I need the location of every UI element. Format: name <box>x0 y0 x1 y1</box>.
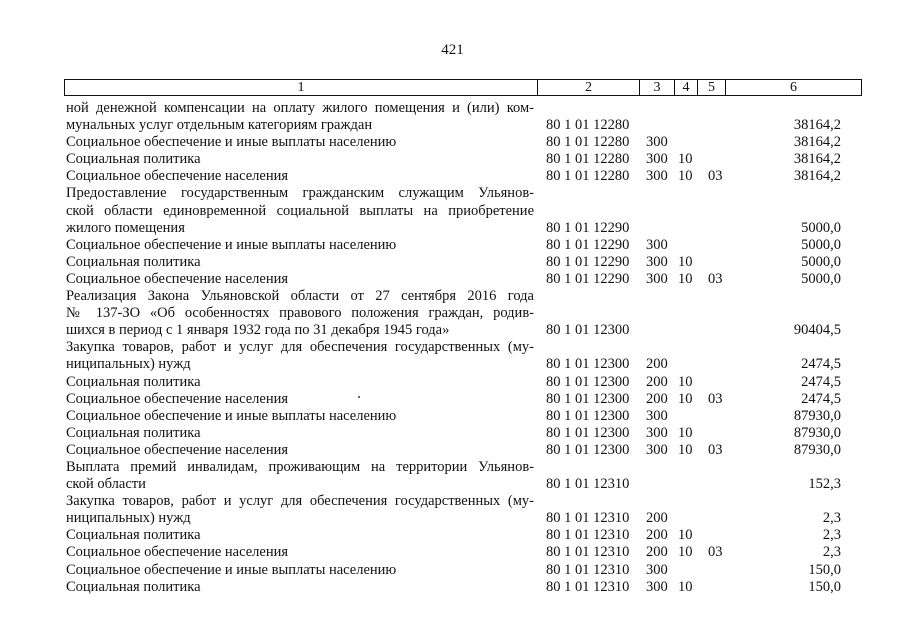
row-amount: 2474,5 <box>801 356 841 373</box>
row-amount: 38164,2 <box>793 134 841 151</box>
row-section: 10 <box>678 168 693 185</box>
row-description: ниципальных) нужд <box>66 510 191 527</box>
row-code: 80 1 01 12300 <box>546 424 630 441</box>
row-section: 10 <box>678 373 693 390</box>
row-description: Социальная политика <box>66 253 201 270</box>
header-col-5: 5 <box>697 80 725 95</box>
table-row <box>0 203 905 220</box>
row-section: 10 <box>678 253 693 270</box>
row-description: Социальная политика <box>66 373 201 390</box>
row-expense-type: 200 <box>646 356 668 373</box>
row-expense-type: 300 <box>646 253 668 270</box>
row-amount: 150,0 <box>808 578 841 595</box>
table-row <box>0 305 905 322</box>
row-code: 80 1 01 12290 <box>546 253 630 270</box>
table-row <box>0 579 905 596</box>
row-description: шихся в период с 1 января 1932 года по 31 декабря 1945 года» <box>66 322 450 339</box>
row-expense-type: 300 <box>646 151 668 168</box>
row-amount: 38164,2 <box>793 168 841 185</box>
row-section: 10 <box>678 578 693 595</box>
row-description: Социальное обеспечение населения <box>66 441 289 458</box>
table-row <box>0 117 905 134</box>
row-expense-type: 300 <box>646 578 668 595</box>
row-code: 80 1 01 12300 <box>546 390 630 407</box>
table-row <box>0 408 905 425</box>
row-expense-type: 300 <box>646 441 668 458</box>
row-description: жилого помещения <box>66 219 185 236</box>
row-subsection: 03 <box>708 441 723 458</box>
table-row <box>0 288 905 305</box>
row-description: Предоставление государственным гражданским служащим Ульянов- <box>66 185 534 202</box>
row-expense-type: 300 <box>646 134 668 151</box>
table-row <box>0 562 905 579</box>
row-section: 10 <box>678 390 693 407</box>
row-amount: 5000,0 <box>801 236 841 253</box>
row-subsection: 03 <box>708 390 723 407</box>
table-row <box>0 271 905 288</box>
row-description: Выплата премий инвалидам, проживающим на территории Ульянов- <box>66 458 534 475</box>
row-code: 80 1 01 12310 <box>546 544 630 561</box>
header-col-6: 6 <box>725 80 861 95</box>
row-code: 80 1 01 12280 <box>546 117 630 134</box>
row-section: 10 <box>678 151 693 168</box>
scan-speck <box>358 396 360 398</box>
row-subsection: 03 <box>708 544 723 561</box>
table-row <box>0 185 905 202</box>
row-section: 10 <box>678 424 693 441</box>
table-row <box>0 254 905 271</box>
row-amount: 87930,0 <box>793 407 841 424</box>
header-col-3: 3 <box>639 80 674 95</box>
row-expense-type: 200 <box>646 373 668 390</box>
table-row <box>0 391 905 408</box>
table-row <box>0 527 905 544</box>
row-code: 80 1 01 12310 <box>546 578 630 595</box>
row-description: Социальная политика <box>66 424 201 441</box>
row-amount: 2,3 <box>822 527 841 544</box>
row-code: 80 1 01 12300 <box>546 356 630 373</box>
row-expense-type: 200 <box>646 544 668 561</box>
table-row <box>0 134 905 151</box>
table-row <box>0 493 905 510</box>
row-code: 80 1 01 12280 <box>546 134 630 151</box>
table-row <box>0 374 905 391</box>
page-number: 421 <box>441 42 464 58</box>
header-col-2: 2 <box>537 80 639 95</box>
row-description: Социальное обеспечение и иные выплаты населению <box>66 407 397 424</box>
row-code: 80 1 01 12300 <box>546 407 630 424</box>
header-col-4: 4 <box>674 80 697 95</box>
row-description: Социальное обеспечение и иные выплаты населению <box>66 236 397 253</box>
table-row <box>0 425 905 442</box>
table-row <box>0 168 905 185</box>
row-description: Социальная политика <box>66 527 201 544</box>
table-row <box>0 476 905 493</box>
row-section: 10 <box>678 544 693 561</box>
row-description: ской области <box>66 476 146 493</box>
row-description: ской области единовременной социальной выплаты на приобретение <box>66 202 534 219</box>
row-amount: 2,3 <box>822 544 841 561</box>
row-expense-type: 300 <box>646 407 668 424</box>
row-description: Социальная политика <box>66 151 201 168</box>
table-body <box>0 100 905 596</box>
row-amount: 87930,0 <box>793 424 841 441</box>
row-code: 80 1 01 12310 <box>546 510 630 527</box>
row-description: Реализация Закона Ульяновской области от 27 сентября 2016 года <box>66 288 534 305</box>
table-row <box>0 322 905 339</box>
row-code: 80 1 01 12300 <box>546 441 630 458</box>
row-description: Закупка товаров, работ и услуг для обеспечения государственных (му- <box>66 339 534 356</box>
row-amount: 152,3 <box>808 476 841 493</box>
row-subsection: 03 <box>708 270 723 287</box>
row-code: 80 1 01 12280 <box>546 168 630 185</box>
row-expense-type: 300 <box>646 236 668 253</box>
row-amount: 2,3 <box>822 510 841 527</box>
table-row <box>0 100 905 117</box>
table-row <box>0 510 905 527</box>
row-code: 80 1 01 12310 <box>546 476 630 493</box>
row-amount: 5000,0 <box>801 253 841 270</box>
row-description: ниципальных) нужд <box>66 356 191 373</box>
row-code: 80 1 01 12310 <box>546 527 630 544</box>
row-section: 10 <box>678 270 693 287</box>
row-code: 80 1 01 12310 <box>546 561 630 578</box>
row-expense-type: 300 <box>646 270 668 287</box>
table-row <box>0 151 905 168</box>
row-subsection: 03 <box>708 168 723 185</box>
row-amount: 38164,2 <box>793 117 841 134</box>
row-description: Социальное обеспечение населения <box>66 270 289 287</box>
row-description: ной денежной компенсации на оплату жилого помещения и (или) ком- <box>66 100 534 116</box>
row-amount: 90404,5 <box>793 322 841 339</box>
row-section: 10 <box>678 441 693 458</box>
table-row <box>0 442 905 459</box>
row-amount: 5000,0 <box>801 270 841 287</box>
row-section: 10 <box>678 527 693 544</box>
table-row <box>0 237 905 254</box>
row-code: 80 1 01 12300 <box>546 373 630 390</box>
row-description: Социальное обеспечение и иные выплаты населению <box>66 134 397 151</box>
row-expense-type: 200 <box>646 527 668 544</box>
row-code: 80 1 01 12300 <box>546 322 630 339</box>
row-expense-type: 300 <box>646 424 668 441</box>
row-description: Социальное обеспечение населения <box>66 168 289 185</box>
row-code: 80 1 01 12290 <box>546 270 630 287</box>
row-amount: 87930,0 <box>793 441 841 458</box>
row-amount: 2474,5 <box>801 390 841 407</box>
table-header <box>64 79 862 96</box>
row-amount: 38164,2 <box>793 151 841 168</box>
row-expense-type: 200 <box>646 510 668 527</box>
row-description: Социальная политика <box>66 578 201 595</box>
row-description: № 137-ЗО «Об особенностях правового положения граждан, родив- <box>66 305 534 322</box>
table-row <box>0 356 905 373</box>
row-expense-type: 300 <box>646 561 668 578</box>
table-row <box>0 220 905 237</box>
row-description: Социальное обеспечение населения <box>66 390 289 407</box>
row-description: Социальное обеспечение населения <box>66 544 289 561</box>
row-description: мунальных услуг отдельным категориям граждан <box>66 117 373 134</box>
table-row <box>0 544 905 561</box>
row-code: 80 1 01 12290 <box>546 236 630 253</box>
row-description: Социальное обеспечение и иные выплаты населению <box>66 561 397 578</box>
header-col-1: 1 <box>297 80 305 95</box>
row-code: 80 1 01 12290 <box>546 219 630 236</box>
row-expense-type: 300 <box>646 168 668 185</box>
row-description: Закупка товаров, работ и услуг для обеспечения государственных (му- <box>66 493 534 510</box>
row-amount: 5000,0 <box>801 219 841 236</box>
row-code: 80 1 01 12280 <box>546 151 630 168</box>
row-amount: 150,0 <box>808 561 841 578</box>
table-row <box>0 339 905 356</box>
row-amount: 2474,5 <box>801 373 841 390</box>
table-row <box>0 459 905 476</box>
row-expense-type: 200 <box>646 390 668 407</box>
